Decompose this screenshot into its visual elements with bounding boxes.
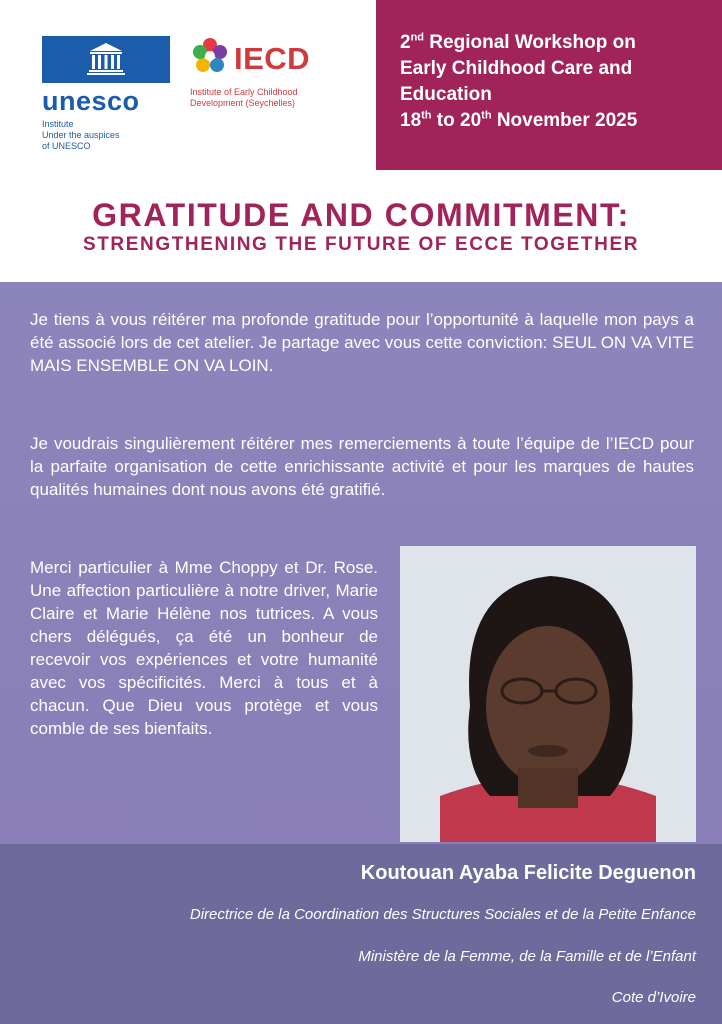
unesco-sub-line: of UNESCO xyxy=(42,141,91,151)
portrait-photo xyxy=(400,546,696,842)
workshop-line-2: Early Childhood Care and xyxy=(400,58,633,79)
date-start-suffix: th xyxy=(421,109,432,122)
author-role: Directrice de la Coordination des Structures Sociales et de la Petite Enfance xyxy=(189,906,696,923)
iecd-sub-line: Institute of Early Childhood xyxy=(190,87,298,97)
unesco-logo xyxy=(42,36,172,152)
workshop-line-1 xyxy=(400,30,710,56)
paragraph-3: Merci particulier à Mme Choppy et Dr. Rose. Une affection particulière à notre driver, Marie Claire et Marie Hélène nos tutrices. A vous chers délégués, ça été un bonheur de recevoir vos expériences et votre humanité avec vos spécificités. Merci à tous et à chacun. Que Dieu vous protège et vous comble de ses bienfaits. xyxy=(30,558,378,738)
paragraph-2: Je voudrais singulièrement réitérer mes remerciements à toute l’équipe de l’IECD pour la parfaite organisation de cette enrichissante activité et pour les marques de hautes qualités humaines dont nous avons été gratifié. xyxy=(30,434,694,499)
unesco-subtitle xyxy=(42,119,172,152)
unesco-sub-line: Under the auspices xyxy=(42,130,120,140)
iecd-sub-line: Development (Seychelles) xyxy=(190,98,296,108)
author-ministry: Ministère de la Femme, de la Famille et de l’Enfant xyxy=(358,948,696,965)
title-area xyxy=(0,170,722,282)
ordinal-suffix: nd xyxy=(410,31,425,44)
page-subtitle: STRENGTHENING THE FUTURE OF ECCE TOGETHER xyxy=(82,234,640,255)
date-end-suffix: th xyxy=(481,109,492,122)
unesco-wordmark: unesco xyxy=(42,86,140,116)
iecd-wordmark: IECD xyxy=(234,40,311,76)
signature-footer xyxy=(0,844,722,1024)
date-start: 18 xyxy=(400,110,422,131)
date-month-year: November 2025 xyxy=(491,110,638,131)
ordinal-number: 2 xyxy=(400,32,411,53)
paragraph-1: Je tiens à vous réitérer ma profonde gratitude pour l’opportunité à laquelle mon pays a été associé lors de cet atelier. Je partage avec vous cette conviction: SEUL ON VA VITE MAIS ENSEMBLE ON VA LOIN. xyxy=(30,310,694,375)
workshop-line-3: Education xyxy=(400,84,492,105)
unesco-temple-icon xyxy=(42,36,170,83)
author-name: Koutouan Ayaba Felicite Deguenon xyxy=(360,862,696,884)
author-country: Cote d’Ivoire xyxy=(611,989,696,1006)
iecd-logo xyxy=(190,36,360,109)
header xyxy=(0,0,722,170)
workshop-banner xyxy=(376,0,722,170)
page-title: GRATITUDE AND COMMITMENT: xyxy=(92,197,630,233)
workshop-line-1-text: Regional Workshop on xyxy=(424,32,636,53)
iecd-flower-icon xyxy=(190,36,230,81)
testimonial-body xyxy=(0,282,722,844)
date-end: to 20 xyxy=(431,110,482,131)
iecd-subtitle xyxy=(190,87,360,109)
unesco-sub-line: Institute xyxy=(42,119,74,129)
workshop-dates xyxy=(400,108,710,134)
